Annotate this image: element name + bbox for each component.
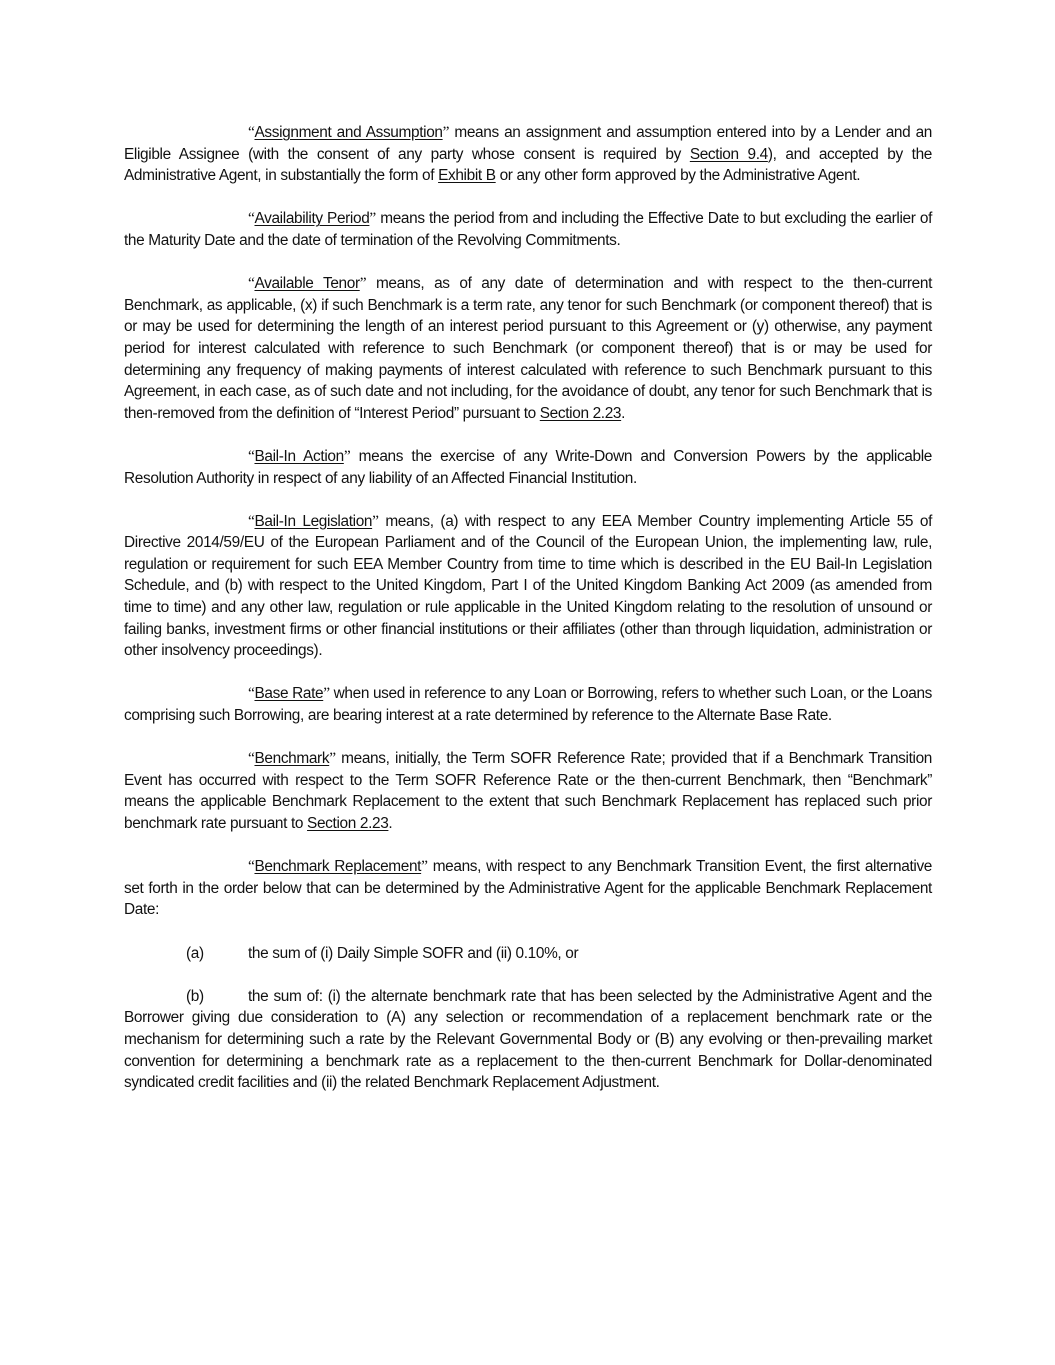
definition-availability-period: “Availability Period” means the period from and including the Effective Date to but excluding the earlier of the Maturity Date and the date of termination of the Revolving Commitments. [124, 210, 932, 249]
definition-text: means an assignment and assumption entered into by a Lender and an Eligible Assignee (with the consent of any party whose consent is required by [124, 124, 933, 163]
definition-assignment-and-assumption: “Assignment and Assumption” means an assignment and assumption entered into by a Lender and an Eligible Assignee (with the consent of any party whose consent is required by Section 9.4), and accepted by the Administrative Agent, in substantially the form of Exhibit B or any other form approved by the Administrative Agent. [124, 124, 933, 185]
defined-term: Bail-In Action [254, 447, 344, 465]
definition-bail-in-legislation: “Bail-In Legislation” means, (a) with respect to any EEA Member Country implementing Article 55 of Directive 2014/59/EU of the European Parliament and of the Council of the European Union, the implementing law, rule, regulation or requirement for such EEA Member Country from time to time which is described in the EU Bail-In Legislation Schedule, and (b) with respect to the United Kingdom, Part I of the United Kingdom Banking Act 2009 (as amended from time to time) and any other law, regulation or rule applicable in the United Kingdom relating to the resolution of unsound or failing banks, investment firms or other financial institutions or their affiliates (other than through liquidation, administration or other insolvency proceedings). [124, 512, 932, 660]
definition-bail-in-action: “Bail-In Action” means the exercise of any Write-Down and Conversion Powers by the applicable Resolution Authority in respect of any liability of an Affected Financial Institution. [124, 447, 932, 487]
list-item-b [124, 986, 932, 1094]
definition-text: means, with respect to any Benchmark Transition Event, the first alternative set forth in the order below that can be determined by the Administrative Agent for the applicable Benchmark Replacement Date: [124, 858, 932, 919]
definition-text: means, as of any date of determination and with respect to the then-current Benchmark, as applicable, (x) if such Benchmark is a term rate, any tenor for such Benchmark (or component thereof) that is or may be used for determining the length of an interest period pursuant to this Agreement or (y) otherwise, any payment period for interest calculated with reference to such Benchmark (or component thereof) that is or may be used for determining any frequency of making payments of interest calculated with reference to such Benchmark pursuant to this Agreement, in each case, as of such date and not including, for the avoidance of doubt, any tenor for such Benchmark that is then-removed from the definition of “Interest Period” pursuant to [124, 275, 932, 422]
definition-benchmark-replacement: “Benchmark Replacement” means, with respect to any Benchmark Transition Event, the first alternative set forth in the order below that can be determined by the Administrative Agent for the applicable Benchmark Replacement Date: [124, 858, 932, 919]
defined-term: Assignment and Assumption [254, 124, 443, 141]
list-item-text: the sum of (i) Daily Simple SOFR and (ii) 0.10%, or [248, 944, 579, 962]
defined-term: Bail-In Legislation [254, 512, 373, 530]
list-item-label: (a) [186, 944, 204, 962]
list-item-text: the sum of: (i) the alternate benchmark rate that has been selected by the Administrative Agent and the Borrower giving due consideration to (A) any selection or recommendation of a replacement benchmark rate or the mechanism for determining such a rate by the Relevant Governmental Body or (B) any evolving or then-prevailing market convention for determining a benchmark rate as a replacement to the then-current Benchmark for Dollar-denominated syndicated credit facilities and (ii) the related Benchmark Replacement Adjustment. [124, 987, 932, 1092]
definition-text: . [388, 815, 393, 832]
definition-benchmark: “Benchmark” means, initially, the Term SOFR Reference Rate; provided that if a Benchmark Transition Event has occurred with respect to the Term SOFR Reference Rate or the then-current Benchmark, then “Benchmark” means the applicable Benchmark Replacement to the extent that such Benchmark Replacement has replaced such prior benchmark rate pursuant to Section 2.23. [124, 750, 932, 832]
section-reference: Section 2.23 [539, 404, 622, 422]
exhibit-reference: Exhibit B [438, 167, 496, 185]
defined-term: Benchmark Replacement [254, 858, 422, 876]
document-page [124, 122, 932, 1115]
section-reference: Section 9.4 [689, 145, 768, 163]
defined-term: Available Tenor [254, 275, 360, 293]
definition-text: means the exercise of any Write-Down and Conversion Powers by the applicable Resolution Authority in respect of any liability of an Affected Financial Institution. [124, 447, 932, 487]
definition-text: means the period from and including the Effective Date to but excluding the earlier of the Maturity Date and the date of termination of the Revolving Commitments. [124, 210, 932, 249]
defined-term: Benchmark [254, 750, 330, 768]
defined-term: Availability Period [254, 210, 370, 228]
defined-term: Base Rate [254, 685, 324, 703]
definition-available-tenor: “Available Tenor” means, as of any date of determination and with respect to the then-current Benchmark, as applicable, (x) if such Benchmark is a term rate, any tenor for such Benchmark (or component thereof) that is or may be used for determining the length of an interest period pursuant to this Agreement or (y) otherwise, any payment period for interest calculated with reference to such Benchmark (or component thereof) that is or may be used for determining any frequency of making payments of interest calculated with reference to such Benchmark pursuant to this Agreement, in each case, as of such date and not including, for the avoidance of doubt, any tenor for such Benchmark that is then-removed from the definition of “Interest Period” pursuant to Section 2.23. [124, 275, 932, 422]
definition-base-rate: “Base Rate” when used in reference to any Loan or Borrowing, refers to whether such Loan, or the Loans comprising such Borrowing, are bearing interest at a rate determined by reference to the Alternate Base Rate. [124, 685, 932, 725]
list-item-a [124, 943, 932, 965]
definition-text: or any other form approved by the Administrative Agent. [495, 167, 861, 185]
definition-text: means, (a) with respect to any EEA Member Country implementing Article 55 of Directive 2014/59/EU of the European Parliament and of the Council of the European Union, the implementing law, rule, regulation or requirement for such EEA Member Country from time to time which is described in the EU Bail-In Legislation Schedule, and (b) with respect to the United Kingdom, Part I of the United Kingdom Banking Act 2009 (as amended from time to time) and any other law, regulation or rule applicable in the United Kingdom relating to the resolution of unsound or failing banks, investment firms or other financial institutions or their affiliates (other than through liquidation, administration or other insolvency proceedings). [124, 512, 932, 660]
definition-text: when used in reference to any Loan or Borrowing, refers to whether such Loan, or the Loans comprising such Borrowing, are bearing interest at a rate determined by reference to the Alternate Base Rate. [124, 685, 932, 725]
section-reference: Section 2.23 [307, 815, 389, 832]
definition-text: . [621, 404, 626, 422]
definition-text: ), and accepted by the Administrative Agent, in substantially the form of [124, 145, 933, 185]
definition-text: means, initially, the Term SOFR Reference Rate; provided that if a Benchmark Transition Event has occurred with respect to the Term SOFR Reference Rate or the then-current Benchmark, then “Benchmark” means the applicable Benchmark Replacement to the extent that such Benchmark Replacement has replaced such prior benchmark rate pursuant to [124, 750, 932, 832]
list-item-label: (b) [186, 987, 204, 1005]
